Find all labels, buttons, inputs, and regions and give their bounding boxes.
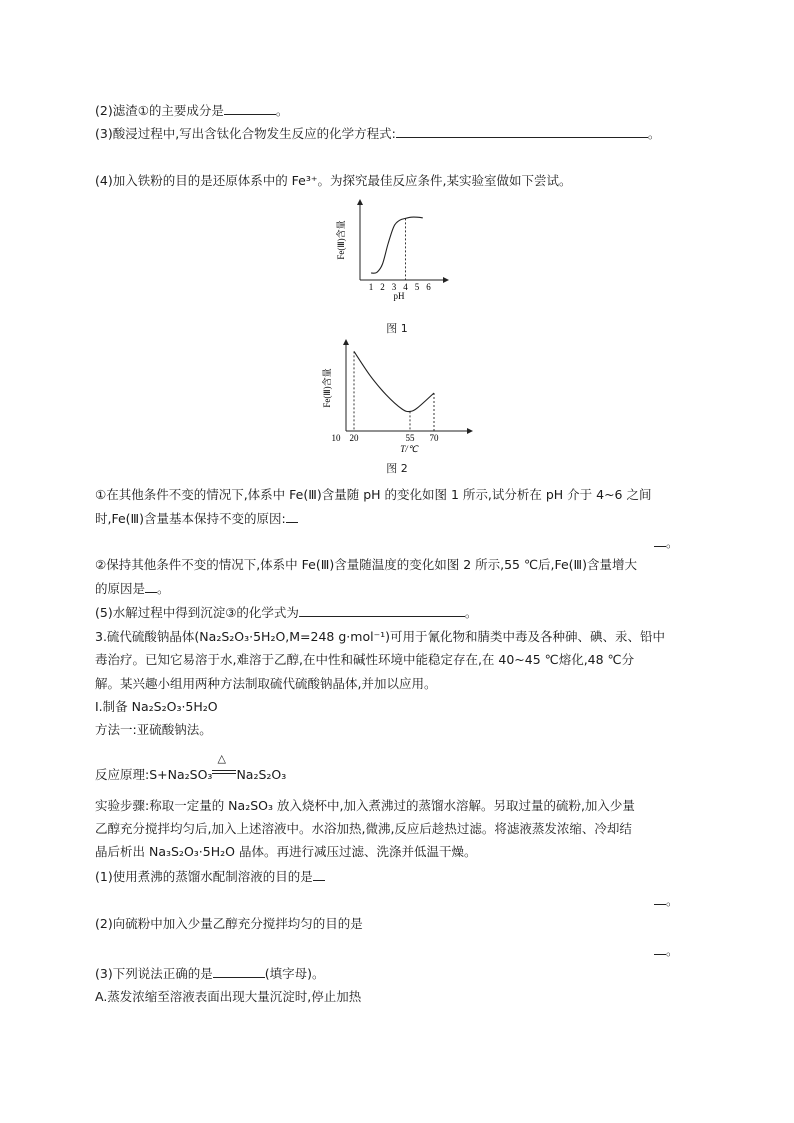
reaction-principle bbox=[95, 752, 287, 783]
y-axis-label: Fe(Ⅲ)含量 bbox=[322, 368, 332, 408]
method-1: 方法一:亚硫酸钠法。 bbox=[95, 722, 212, 737]
sub-question-2-end-mark: 。 bbox=[666, 943, 679, 958]
x-axis-label: T/℃ bbox=[400, 444, 418, 454]
question-4-2-line1: ②保持其他条件不变的情况下,体系中 Fe(Ⅲ)含量随温度的变化如图 2 所示,55 ℃后,Fe(Ⅲ)含量增大 bbox=[95, 557, 638, 572]
question-3 bbox=[95, 125, 660, 142]
x-tick-label: 6 bbox=[426, 282, 431, 292]
sub-question-3-tail: (填字母)。 bbox=[264, 966, 325, 981]
figure-2-caption: 图 2 bbox=[386, 462, 408, 475]
sub-question-2-end bbox=[654, 942, 679, 959]
sub-question-2: (2)向硫粉中加入少量乙醇充分搅拌均匀的目的是 bbox=[95, 916, 363, 931]
x-tick-label: 1 bbox=[368, 282, 374, 292]
series-line bbox=[354, 351, 434, 411]
answer-blank[interactable] bbox=[213, 965, 265, 978]
question-4-1-text: 时,Fe(Ⅲ)含量基本保持不变的原因: bbox=[95, 511, 286, 526]
question-4 bbox=[95, 173, 571, 189]
sub-question-1-end-mark: 。 bbox=[666, 893, 679, 908]
x-axis-label: pH bbox=[393, 291, 405, 301]
reaction-product: Na₂S₂O₃ bbox=[236, 767, 287, 782]
figure-1-chart bbox=[334, 198, 454, 304]
answer-blank[interactable] bbox=[286, 510, 298, 523]
question-4-2-line2 bbox=[95, 580, 170, 597]
answer-blank[interactable] bbox=[299, 604, 465, 617]
question-5 bbox=[95, 604, 477, 621]
question-4-1-line1: ①在其他条件不变的情况下,体系中 Fe(Ⅲ)含量随 pH 的变化如图 1 所示,试分析在 pH 介于 4~6 之间 bbox=[95, 487, 652, 502]
x-tick-label: 70 bbox=[429, 433, 439, 443]
question-4-2-text: 的原因是 bbox=[95, 581, 146, 596]
sub-question-1 bbox=[95, 868, 325, 885]
question-2-end: 。 bbox=[275, 103, 289, 118]
reaction-reactants: 反应原理:S+Na₂SO₃ bbox=[95, 767, 213, 782]
question-3-end: 。 bbox=[647, 126, 661, 141]
problem-3-line2: 毒治疗。已知它易溶于水,难溶于乙醇,在中性和碱性环境中能稳定存在,在 40~45 ℃熔化,48 ℃分 bbox=[95, 652, 635, 667]
x-tick-label: 20 bbox=[349, 433, 359, 443]
question-2-text: (2)滤渣①的主要成分是 bbox=[95, 103, 224, 118]
x-tick-label: 2 bbox=[380, 282, 385, 292]
question-4-2-end: 。 bbox=[157, 581, 170, 596]
question-3-text: (3)酸浸过程中,写出含钛化合物发生反应的化学方程式: bbox=[95, 126, 396, 141]
series-line bbox=[371, 217, 423, 273]
x-tick-labels bbox=[332, 433, 440, 443]
answer-blank[interactable] bbox=[396, 125, 648, 138]
marker-lines bbox=[354, 351, 434, 431]
question-2 bbox=[95, 102, 288, 119]
answer-blank[interactable] bbox=[654, 534, 666, 547]
heat-symbol: △ bbox=[217, 752, 226, 765]
answer-blank[interactable] bbox=[224, 102, 276, 115]
figure-1-caption: 图 1 bbox=[386, 322, 408, 335]
steps-line3: 晶后析出 Na₃S₂O₃·5H₂O 晶体。再进行减压过滤、洗涤并低温干燥。 bbox=[95, 844, 477, 859]
steps-line2: 乙醇充分搅拌均匀后,加入上述溶液中。水浴加热,微沸,反应后趁热过滤。将滤液蒸发浓缩、冷却结 bbox=[95, 821, 632, 836]
section-1-heading: Ⅰ.制备 Na₂S₂O₃·5H₂O bbox=[95, 699, 218, 714]
sub-question-3 bbox=[95, 965, 324, 982]
sub-question-1-text: (1)使用煮沸的蒸馏水配制溶液的目的是 bbox=[95, 869, 313, 884]
answer-blank[interactable] bbox=[313, 868, 325, 881]
answer-blank[interactable] bbox=[145, 580, 157, 593]
question-4-text: (4)加入铁粉的目的是还原体系中的 Fe³⁺。为探究最佳反应条件,某实验室做如下尝试。 bbox=[95, 173, 572, 188]
question-4-1-end-mark: 。 bbox=[666, 535, 679, 550]
answer-blank[interactable] bbox=[654, 892, 666, 905]
reaction-arrow bbox=[212, 752, 236, 779]
x-tick-label: 3 bbox=[391, 282, 397, 292]
figure-2-chart bbox=[320, 338, 476, 456]
y-axis-label: Fe(Ⅲ)含量 bbox=[336, 220, 346, 260]
x-tick-label: 55 bbox=[405, 433, 415, 443]
question-4-1-end bbox=[654, 534, 679, 551]
option-a: A.蒸发浓缩至溶液表面出现大量沉淀时,停止加热 bbox=[95, 989, 362, 1004]
question-5-text: (5)水解过程中得到沉淀③的化学式为 bbox=[95, 605, 299, 620]
steps-line1: 实验步骤:称取一定量的 Na₂SO₃ 放入烧杯中,加入煮沸过的蒸馏水溶解。另取过量的硫粉,加入少量 bbox=[95, 798, 635, 813]
x-tick-label: 4 bbox=[403, 282, 408, 292]
sub-question-1-end bbox=[654, 892, 679, 909]
x-tick-label: 5 bbox=[414, 282, 420, 292]
answer-blank[interactable] bbox=[654, 942, 666, 955]
question-4-1-line2 bbox=[95, 510, 298, 527]
problem-3-line1: 3.硫代硫酸钠晶体(Na₂S₂O₃·5H₂O,M=248 g·mol⁻¹)可用于氰化物和腈类中毒及各种砷、碘、汞、铅中 bbox=[95, 629, 666, 644]
question-5-end: 。 bbox=[464, 605, 478, 620]
problem-3-line3: 解。某兴趣小组用两种方法制取硫代硫酸钠晶体,并加以应用。 bbox=[95, 676, 437, 691]
x-tick-label: 10 bbox=[331, 433, 341, 443]
sub-question-3-text: (3)下列说法正确的是 bbox=[95, 966, 213, 981]
